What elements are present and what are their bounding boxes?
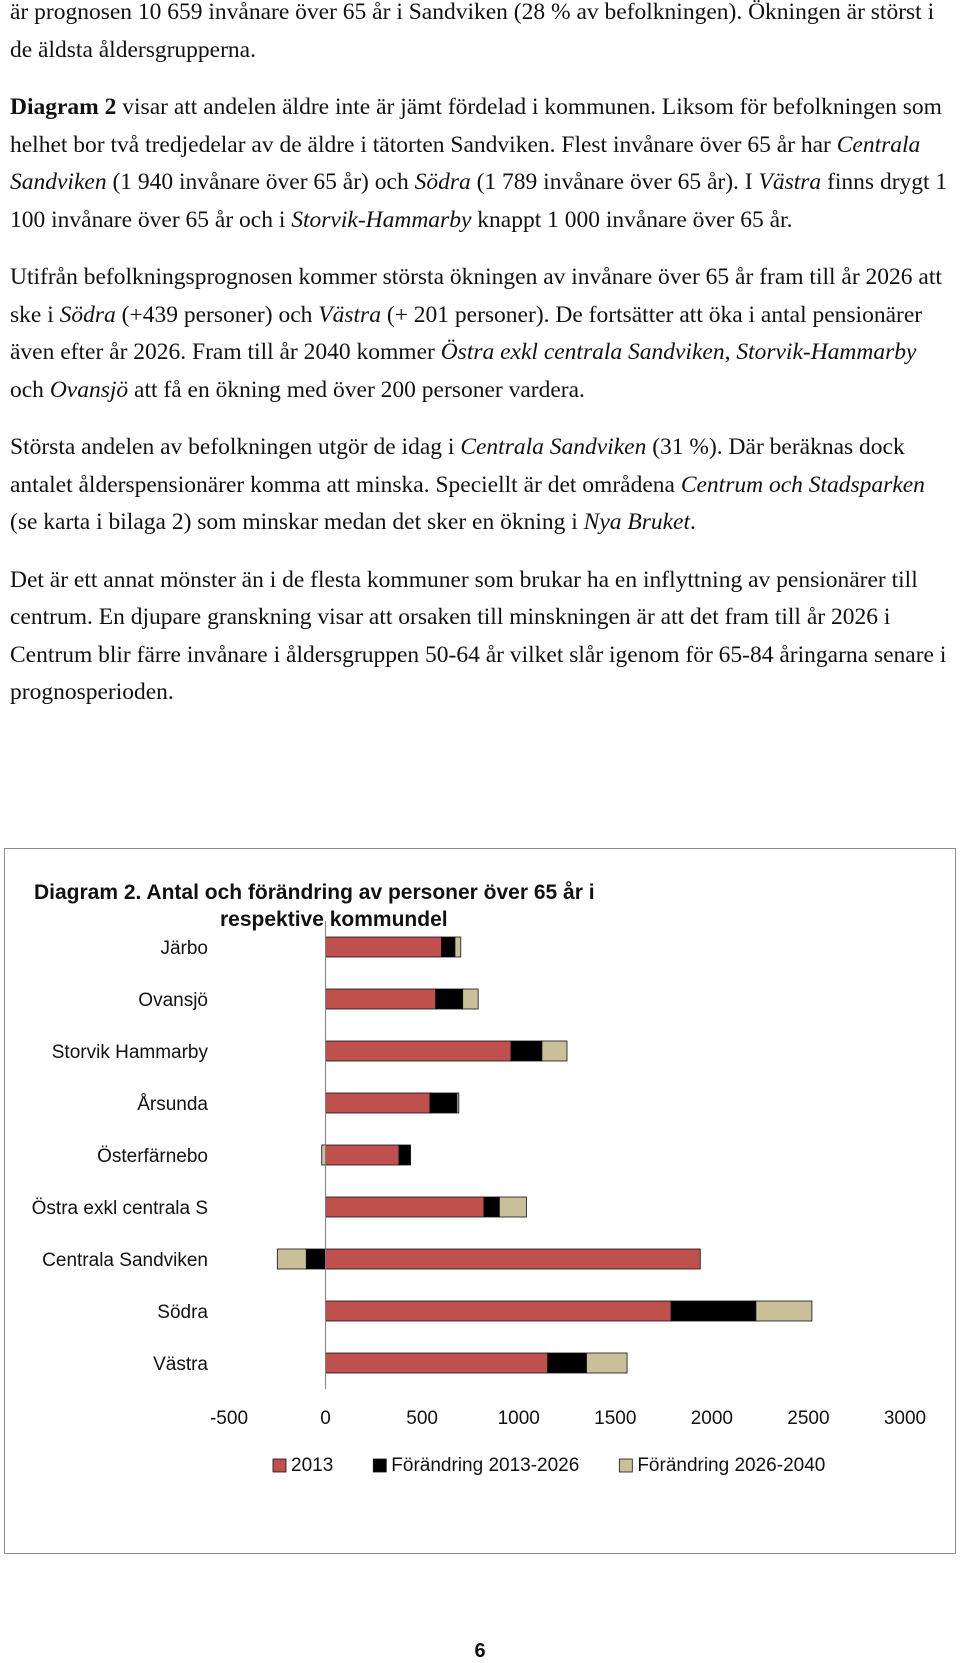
category-label-södra: Södra — [157, 1302, 208, 1323]
area-name: Ovansjö — [49, 376, 129, 403]
chart-title-line-1: Diagram 2. Antal och förändring av personer över 65 år i — [34, 881, 595, 904]
bar-ovansjö-series-1 — [436, 989, 463, 1009]
bar-järbo-series-0 — [326, 937, 442, 957]
bar-storvik-hammarby-series-1 — [511, 1041, 542, 1061]
area-name: Centrum och Stadsparken — [680, 471, 925, 498]
x-tick-label: -500 — [209, 1408, 249, 1429]
paragraph-3-text: att få en ökning med över 200 personer vardera. — [128, 376, 585, 403]
area-name: Centrala Sandviken — [10, 131, 921, 195]
bar-järbo-series-1 — [441, 937, 455, 957]
paragraph-3-text: Utifrån befolkningsprognosen kommer största ökningen av invånare över 65 år fram till år 2026 att ske i — [10, 264, 942, 328]
paragraph-1-text: är prognosen 10 659 invånare över 65 år i Sandviken (28 % av befolkningen). Ökningen är störst i de äldsta åldersgrupperna. — [10, 0, 935, 63]
paragraph-4-text: . — [690, 509, 696, 535]
category-label-centrala-sandviken: Centrala Sandviken — [42, 1250, 208, 1271]
paragraph-2-text: (1 940 invånare över 65 år) och — [106, 169, 415, 195]
paragraph-2-text: (1 789 invånare över 65 år). I — [470, 169, 759, 195]
bar-centrala-sandviken-series-2 — [277, 1249, 306, 1269]
diagram-reference: Diagram 2 — [10, 94, 117, 120]
document-body — [10, 0, 950, 732]
page-number: 6 — [474, 1640, 486, 1662]
bar-österfärnebo-series-2 — [322, 1145, 326, 1165]
paragraph-1 — [10, 0, 950, 69]
x-tick-label: 1000 — [497, 1408, 540, 1429]
legend-swatch-series-1 — [373, 1459, 386, 1472]
paragraph-3-text: (+ 201 personer). De fortsätter att öka i antal pensionärer även efter år 2026. Fram till år 2040 kommer — [10, 301, 923, 365]
legend-label-series-2: Förändring 2026-2040 — [637, 1455, 826, 1476]
x-tick-label: 2500 — [787, 1408, 830, 1429]
paragraph-3-text: och — [10, 376, 50, 403]
diagram-2-figure — [4, 848, 956, 1554]
x-tick-label: 1500 — [594, 1408, 637, 1429]
legend-label-series-1: Förändring 2013-2026 — [391, 1455, 580, 1476]
bar-årsunda-series-1 — [430, 1093, 457, 1113]
bar-västra-series-1 — [548, 1353, 587, 1373]
bar-västra-series-0 — [326, 1353, 548, 1373]
category-label-storvik-hammarby: Storvik Hammarby — [51, 1042, 208, 1063]
bar-årsunda-series-0 — [326, 1093, 430, 1113]
paragraph-2-text: visar att andelen äldre inte är jämt fördelad i kommunen. Liksom för befolkningen som helhet bor två tredjedelar av de äldre i tätorten Sandviken. Flest invånare över 65 år har — [10, 94, 942, 158]
x-tick-label: 3000 — [883, 1408, 927, 1429]
bar-storvik-hammarby-series-2 — [542, 1041, 567, 1061]
paragraph-5 — [10, 562, 950, 712]
x-tick-label: 0 — [320, 1408, 331, 1429]
area-name: Västra — [318, 301, 381, 328]
bar-österfärnebo-series-0 — [326, 1145, 399, 1165]
paragraph-4 — [10, 429, 950, 542]
paragraph-3 — [10, 259, 950, 409]
area-name: Nya Bruket — [583, 509, 691, 535]
paragraph-3-text: (+439 personer) och — [115, 301, 319, 328]
area-name: Södra — [414, 169, 471, 195]
bar-ovansjö-series-0 — [326, 989, 436, 1009]
area-name: Centrala Sandviken — [460, 434, 647, 460]
bar-södra-series-2 — [756, 1301, 812, 1321]
legend-swatch-series-0 — [273, 1459, 286, 1472]
area-name: Östra exkl centrala Sandviken, Storvik-Hammarby — [440, 339, 917, 365]
paragraph-4-text: (se karta i bilaga 2) som minskar medan det sker en ökning i — [10, 509, 584, 535]
area-name: Storvik-Hammarby — [291, 206, 472, 233]
paragraph-2 — [10, 89, 950, 239]
bar-östra-exkl-centrala-s-series-1 — [484, 1197, 499, 1217]
paragraph-5-text: Det är ett annat mönster än i de flesta kommuner som brukar ha en inflyttning av pensionärer till centrum. En djupare granskning visar att orsaken till minskningen är att det fram till år 2026 i Centrum blir färre invånare i åldersgruppen 50-64 år vilket slår igenom för 65-84 åringarna senare i prognosperioden. — [10, 566, 947, 705]
x-tick-label: 2000 — [690, 1408, 733, 1429]
bar-södra-series-0 — [326, 1301, 672, 1321]
x-tick-label: 500 — [406, 1408, 438, 1429]
area-name: Södra — [59, 301, 116, 328]
category-label-ovansjö: Ovansjö — [138, 990, 208, 1011]
bar-järbo-series-2 — [455, 937, 461, 957]
category-label-östra-exkl-centrala-s: Östra exkl centrala S — [31, 1198, 208, 1219]
legend-swatch-series-2 — [619, 1459, 632, 1472]
paragraph-2-text: knappt 1 000 invånare över 65 år. — [471, 206, 793, 233]
bar-storvik-hammarby-series-0 — [326, 1041, 511, 1061]
paragraph-2-text: finns drygt 1 100 invånare över 65 år och i — [10, 169, 948, 233]
legend-label-series-0: 2013 — [291, 1455, 334, 1476]
paragraph-4-text: (31 %). Där beräknas dock antalet ålderspensionärer komma att minska. Speciellt är det områdena — [10, 434, 905, 498]
chart-title-line-2: respektive kommundel — [220, 908, 448, 931]
area-name: Västra — [758, 169, 822, 195]
category-label-årsunda: Årsunda — [137, 1094, 208, 1115]
bar-österfärnebo-series-1 — [399, 1145, 411, 1165]
bar-södra-series-1 — [671, 1301, 756, 1321]
category-label-västra: Västra — [153, 1354, 208, 1375]
bar-östra-exkl-centrala-s-series-2 — [499, 1197, 526, 1217]
bar-ovansjö-series-2 — [463, 989, 478, 1009]
bar-västra-series-2 — [587, 1353, 628, 1373]
category-label-österfärnebo: Österfärnebo — [97, 1146, 208, 1167]
bar-chart — [5, 849, 955, 1552]
bar-årsunda-series-2 — [457, 1093, 459, 1113]
bar-östra-exkl-centrala-s-series-0 — [326, 1197, 484, 1217]
paragraph-4-text: Största andelen av befolkningen utgör de idag i — [10, 434, 461, 460]
category-label-järbo: Järbo — [160, 938, 208, 959]
bar-centrala-sandviken-series-1 — [306, 1249, 325, 1269]
bar-centrala-sandviken-series-0 — [326, 1249, 701, 1269]
